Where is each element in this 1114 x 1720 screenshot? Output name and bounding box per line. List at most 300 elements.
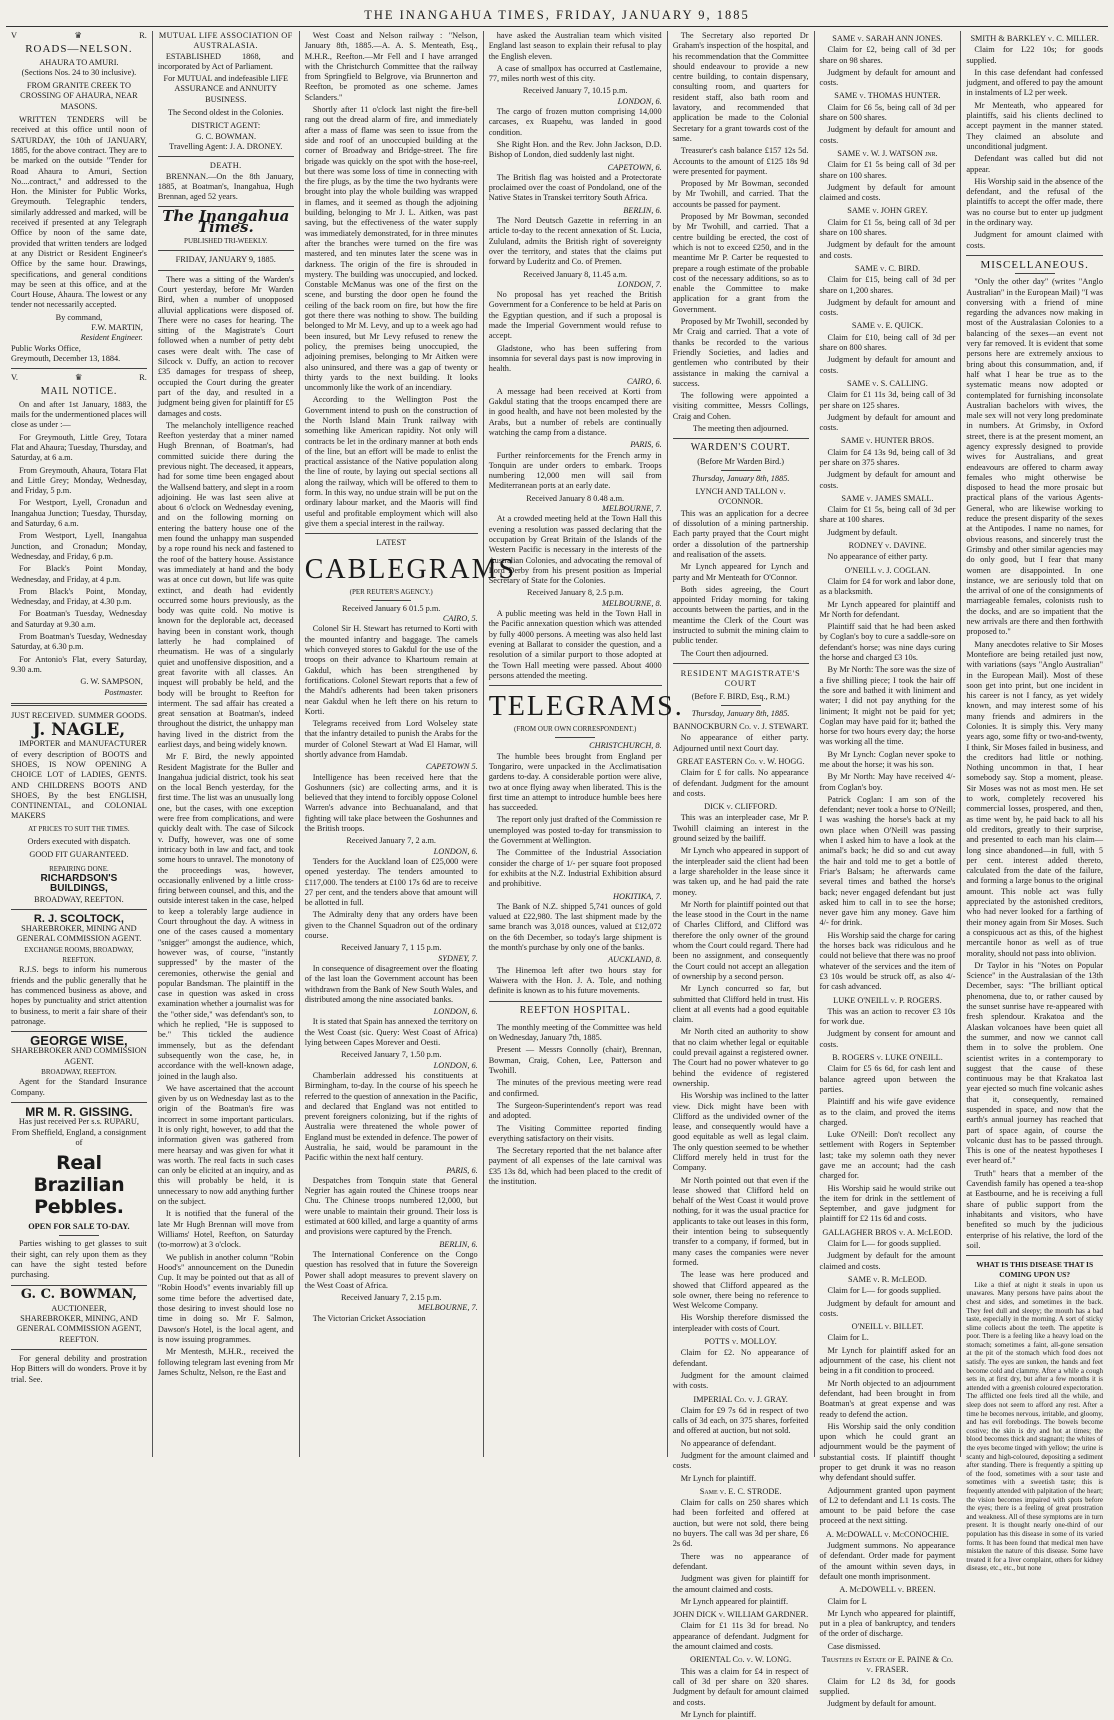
- published-label: PUBLISHED TRI-WEEKLY.: [184, 237, 268, 246]
- vr-line: [11, 31, 147, 41]
- misc-paragraph: Truth" hears that a member of the Cavendish family has opened a tea-shop at Eastbourne, and he is receiving a full share of public support from the inhabitants and visitors, who have benefited so much by the judicious enterprise of his relative, the lord of the soil.: [966, 1168, 1103, 1250]
- court-paragraph: Claim for £2. No appearance of defendant.: [672, 1348, 809, 1368]
- received-line: Received January 7, 2 a.m.: [346, 836, 436, 846]
- court-paragraph: Case dismissed.: [827, 1641, 881, 1651]
- court-paragraph: Judgment for the amount claimed and costs.: [672, 1451, 809, 1471]
- mla-for: For MUTUAL and indefeasible LIFE ASSURANCE and ANNUITY BUSINESS.: [163, 74, 289, 104]
- case-title: A. McDOWELL v. BREEN.: [839, 1585, 936, 1595]
- r-letter: R.: [139, 373, 147, 383]
- court-paragraph: Claim for £1 11s 3d for bread. No appearance of defendant. Judgment for the amount claimed and costs.: [672, 1621, 809, 1652]
- case-title: SAME v. JOHN GREY.: [847, 206, 928, 216]
- postmaster-title: Postmaster.: [104, 687, 143, 697]
- cable-paragraph: The Admiralty deny that any orders have been given to the Channel Squadron out of the ordinary course.: [304, 910, 478, 941]
- dateline: PARIS, 6.: [630, 440, 662, 450]
- dateline: LONDON, 6.: [433, 1007, 478, 1017]
- case-title: Same v. E. C. STRODE.: [699, 1486, 782, 1496]
- cablegrams-heading: CABLEGRAMS: [304, 553, 517, 585]
- exchange-rooms: EXCHANGE ROOMS, BROADWAY, REEFTON.: [24, 945, 134, 965]
- divider: [11, 909, 147, 910]
- gissing-name: MR M. R. GISSING.: [25, 1104, 133, 1119]
- cable-paragraph: It is stated that Spain has annexed the territory on the West Coast (sic. Query: West Coast of Africa) lying between Capes Morever and Oesti.: [304, 1017, 478, 1048]
- received-line: Received January 8, 2.5 p.m.: [527, 588, 624, 598]
- divider: [305, 533, 478, 534]
- paper-date: FRIDAY, JANUARY 9, 1885.: [175, 255, 276, 265]
- disease-paragraph: Like a thief at night it steals in upon us unawares. Many persons have pains about the chest and sides, and sometimes in the back. They feel dull and sleepy; the mouth has a bad taste, especially in the morning. A sort of sticky slime collects about the teeth. The appetite is poor. There is a feeling like a heavy load on the stomach; sometimes a faint, all-gone sensation at the pit of the stomach which food does not satisfy. The eyes are sunken, the hands and feet become cold and clammy. After a while a cough sets in, at first dry, but after a few months it is attended with a greenish coloured expectoration. The afflicted one feels tired all the while, and sleep does not seem to afford any rest. After a time he becomes nervous, irritable, and gloomy, and has evil forebodings. The bowels become costive; the skin is dry and hot at times; the blood becomes thick and stagnant; the whites of the eyes become tinged with yellow; the urine is scanty and high-coloured, depositing a sediment after standing. There is frequently a spitting up of the food, sometimes with a sour taste and sometimes with a sweetish taste; this is frequently attended with palpitation of the heart; the vision becomes impaired with spots before the eyes; there is a feeling of great prostration and weakness. All of these symptoms are in turn present. It is thought nearly one-third of our population has this disease in some of its varied forms. It has been found that medical men have mistaken the nature of this disease. Some have treated it for a liver complaint, others for kidney disease, etc., etc., but none: [966, 1280, 1103, 1573]
- court-paragraph: By Mr North: The sore was the size of a five shilling piece; I took the hair off the sore and bathed it with liniment and water; I did not pay anything for the liniment; It might not be paid for yet; Coglan may have paid for it; bathed the horse for two hours every day; the horse was working all the time.: [819, 665, 956, 747]
- court-paragraph: This was an interpleader case, Mr P. Twohill claiming an interest in the ground seized by the bailiff.: [672, 813, 809, 844]
- mla-title: MUTUAL LIFE ASSOCIATION OF AUSTRALASIA.: [158, 31, 293, 51]
- richardsons-buildings: RICHARDSON'S BUILDINGS,: [40, 872, 118, 895]
- case-title: SAME v. C. BIRD.: [854, 263, 921, 273]
- court-paragraph: Claim for £2, being call of 3d per share on 98 shares.: [819, 45, 956, 65]
- mail-paragraph: From Boatman's Tuesday, Wednesday Saturday, at 6.30 p.m.: [11, 632, 147, 652]
- court-paragraph: Judgment by default for amount and costs.: [819, 412, 956, 433]
- nagle-body: IMPORTER and MANUFACTURER of every description of BOOTS and SHOES, IS NOW OPENING A CHOICE LOT of LADIES, GENTS. AND CHILDRENS BOOTS AND SHOES, By the best ENGLISH, CONTINENTAL, and COLONIAL MAKERS: [11, 739, 147, 821]
- court-paragraph: Claim for £1 5s, being call of 3d per share on 100 shares.: [819, 217, 956, 238]
- article-paragraph: Shortly after 11 o'clock last night the fire-bell rang out the dread alarm of fire, and immediately after a mass of flame was seen to issue from the side and roof of an unoccupied building at the corner of Broadway and Bridge-street. The fire brigade was quickly on the spot with the hose-reel, but there was some loss of time in connecting with the fire plugs, as by the time the two hydrants were brought into play the whole building was wrapped in flames, and it seemed as though the adjoining building, belonging to Mr J. L. Aitken, was past saving, but the effectiveness of the water supply was immediately demonstrated, for in three minutes after the branches were turned on the fire was mastered, and ten minutes later the scene was in darkness. The origin of the fire is shrouded in mystery. The building was unoccupied, and locked. Constable McManus was one of the first on the scene, and bursting the door open he found the ceiling of the back room on fire, but how the fire got there there was nothing to show. The building belonged to Mr M. Levy, and up to a week ago had been insured, but Mr Levy refused to renew the policy, the premises being unoccupied, the adjoining premises, belonging to Mr Aitken were also uninsured, and there was a gap of twenty or thirty yards to the next building. It looks uncommonly like the work of an incendiary.: [304, 105, 478, 393]
- hospital-paragraph: The Surgeon-Superintendent's report was read and adopted.: [488, 1100, 662, 1121]
- court-paragraph: His Worship said the charge for caring the horses back was ridiculous and he could not believe that there was no proof whatever of the services and the item of £3 10s would be struck off, as also 4/- for cash advanced.: [819, 930, 956, 992]
- divider: [555, 737, 595, 738]
- court-paragraph: Claim for £1 11s 3d, being call of 3d per share on 125 shares.: [819, 390, 956, 410]
- cable-paragraph: A public meeting was held in the Town Hall in the Pacific annexation question which was attended by fully 4000 persons. A meeting was also held last evening at Ballarat to consider the question, and a resolution of a similar purport to those adopted at the Town Hall meeting were passed. About 4000 persons attended the meeting.: [488, 609, 662, 680]
- court-paragraph: Claim for L— for goods supplied.: [827, 1239, 941, 1249]
- court-date: Thursday, January 8th, 1885.: [691, 473, 790, 483]
- divider: [158, 250, 294, 251]
- sampson-signature: G. W. SAMPSON,: [80, 677, 143, 687]
- column-6: [815, 31, 962, 1709]
- column-3: [300, 31, 517, 1457]
- cable-paragraph: Telegrams received from Lord Wolseley state that the infantry detailed to punish the Arabs for the murder of Colonel Stewart at Wad El Hamar, will shortly advance from Hamdab.: [304, 719, 478, 759]
- court-paragraph: Judgment by default for amount.: [827, 1699, 937, 1709]
- mla-body: ESTABLISHED 1868, and incorporated by Act of Parliament.: [157, 51, 294, 71]
- article-paragraph: West Coast and Nelson railway : "Nelson, January 8th, 1885.—A. A. S. Menteath, Esq., M.H.R., Reefton.—Mr Fell and I have arranged with the Christchurch Committee that the railway from Springfield to Belgrove, via Brunnerton and Reefton, be promoted as one scheme. James Sclanders.": [304, 31, 478, 102]
- divider: [11, 703, 147, 706]
- divider: [966, 255, 1103, 256]
- court-paragraph: The lease was here produced and showed that Clifford appeared as the sole owner, there being no reference to West Welcome Company.: [672, 1270, 809, 1311]
- cable-paragraph: Gladstone, who has been suffering from insomnia for several days past is now improving in health.: [488, 343, 662, 374]
- court-paragraph: The Court then adjourned.: [680, 648, 769, 658]
- case-title: SAME v. W. J. WATSON jnr.: [837, 148, 938, 158]
- case-title: B. ROGERS v. LUKE O'NEILL.: [832, 1053, 943, 1063]
- before-bird: (Before F. BIRD, Esq., R.M.): [691, 691, 790, 701]
- case-title: ORIENTAL Co. v. W. LONG.: [689, 1655, 792, 1665]
- mail-notice-heading: MAIL NOTICE.: [40, 385, 118, 397]
- case-title: LUKE O'NEILL v. P. ROGERS.: [833, 995, 942, 1005]
- wise-agent: Agent for the Standard Insurance Company.: [11, 1077, 147, 1097]
- received-line: Received January 7, 10.15 p.m.: [522, 86, 628, 96]
- court-paragraph: Judgment by default for amount and costs.: [819, 125, 956, 145]
- court-paragraph: Judgment by default for amount and costs.: [819, 1298, 956, 1318]
- received-line: Received January 8 0.48 a.m.: [526, 493, 625, 503]
- court-paragraph: Judgment by consent for amount and costs.: [819, 1029, 956, 1049]
- court-paragraph: Claim for £1 5s being call of 3d per share on 100 shares.: [819, 160, 956, 180]
- column-2: [153, 31, 300, 1457]
- hospital-paragraph: Proposed by Mr Twohill, seconded by Mr Craig and carried. That a vote of thanks be recorded to the various Friendly Societies, and ladies and gentlemen who contributed by their assistance in making the carnival a success.: [672, 317, 809, 388]
- court-paragraph: Mr North objected to an adjournment defendant, had been brought in from Boatman's at great expense and was ready to defend the action.: [819, 1378, 956, 1419]
- travelling-agent: Travelling Agent: J. A. DRONEY.: [169, 141, 283, 151]
- case-title: IMPERIAL Co. v. J. GRAY.: [693, 1394, 788, 1404]
- case-title: POTTS v. MOLLOY.: [704, 1337, 777, 1347]
- ahaura-heading: AHAURA TO AMURI.: [39, 57, 119, 67]
- received-line: Received January 8, 11.45 a.m.: [523, 269, 628, 279]
- court-paragraph: Mr Menteath, who appeared for plaintiffs, said his clients declined to accept payment in the manner stated. They claimed an absolute and unconditional judgment.: [966, 100, 1103, 151]
- dateline: BERLIN, 6.: [623, 205, 662, 215]
- article-paragraph: There was a sitting of the Warden's Court yesterday, before Mr Warden Bird, when a number of unopposed alluvial applications were disposed of. There were no cases for hearing. The sitting of the Magistrate's Court followed when a number of petty debt cases were dealt with. The case of Silcock v. Duffy, an action to recover £35 damages for trespass of sheep, occupied the Court during the greater part of the day, and resulted in a judgment being given for plaintiff for £5 damages and costs.: [157, 274, 294, 418]
- column-1: [6, 31, 153, 1457]
- divider: [59, 1235, 99, 1236]
- article-paragraph: Mr Mentesth, M.H.R., received the following telegram last evening from Mr James Schultz, Nelson, re the East and: [157, 1347, 294, 1377]
- court-paragraph: His Worship was inclined to the latter view. Dick might have been with Clifford as the undivided owner of the lease, and consequently would have a good equitable as well as legal claim. The only question seemed to be whether Clifford merely held in trust for the Company.: [672, 1091, 809, 1173]
- case-title: O'NEILL v. BILLET.: [851, 1322, 924, 1332]
- case-title: SMITH & BARKLEY v. C. MILLER.: [970, 34, 1099, 43]
- hospital-paragraph: The minutes of the previous meeting were read and confirmed.: [488, 1078, 662, 1098]
- divider: [966, 1255, 1103, 1256]
- divider: [673, 438, 809, 439]
- death-heading: DEATH.: [209, 161, 242, 171]
- court-paragraph: Judgment for the amount claimed with costs.: [672, 1370, 809, 1391]
- received-line: Received January 7, 1 15 p.m.: [340, 943, 442, 953]
- court-paragraph: No appearance of either party. Adjourned until next Court day.: [672, 733, 809, 753]
- court-paragraph: His Worship said he would strike out the item for drink in the settlement of September, and gave judgment for plaintiff for £2 11s 6d and costs.: [819, 1183, 956, 1224]
- mail-paragraph: From Westport, Lyell, Inangahua Junction, and Cronadun; Monday, Wednesday, and Friday, 6 p.m.: [11, 531, 147, 561]
- scoltock-body: SHAREBROKER, MINING AND GENERAL COMMISSION AGENT.: [16, 924, 142, 944]
- court-paragraph: Claim for L.: [827, 1333, 869, 1343]
- auctioneer: AUCTIONEER,: [51, 1303, 107, 1313]
- mail-paragraph: For Boatman's Tuesday, Wednesday and Saturday at 9.30 a.m.: [11, 609, 147, 629]
- divider: [489, 1001, 662, 1002]
- court-paragraph: Claim for L22 10s; for goods supplied.: [966, 45, 1103, 65]
- hospital-paragraph: The following were appointed a visiting committee, Messrs Collings, Craig and Cohen.: [672, 391, 809, 421]
- case-title: Trustees in Estate of E. PAINE & Co. v. FRASER.: [821, 1655, 954, 1675]
- vr-line-2: [11, 373, 147, 383]
- court-paragraph: Plaintiff and his wife gave evidence as to the claim, and proved the items charged.: [819, 1097, 956, 1127]
- scoltock-name: R. J. SCOLTOCK,: [33, 912, 124, 925]
- dateline: SYDNEY, 7.: [438, 953, 478, 963]
- dateline: PARIS, 6.: [446, 1165, 478, 1175]
- vr-right: R.: [139, 31, 147, 40]
- wise-body: SHAREBROKER AND COMMISSION AGENT.: [11, 1046, 147, 1066]
- divider: [11, 1031, 147, 1032]
- court-paragraph: There was no appearance of defendant.: [672, 1551, 809, 1571]
- article-paragraph: The melancholy intelligence reached Reefton yesterday that a miner named Hugh Brennan, of Boatman's, had committed suicide there during the previous night. The deceased, it appears, had for some time been engaged about the Wallsend battery, and slept in a room adjoining. He was last seen alive at about 6 o'clock on Wednesday evening, and on the following morning on entering the battery house one of the men found the unhappy man suspended by a rope round his neck and fastened to the roof of the battery house. Assistance was immediately at hand and the body was at once cut down, but life was quite extinct, and death had evidently occurred some hours previously, as the body was quite cold. No motive is known for the deplorable act, deceased having been in constant work, though latterly he had complained of rheumatism. He was of a singularly quiet and unoffensive disposition, and a great favorite with all classes. An inquest will probably be held, and the body will be brought to Reefton for interment. The sad affair has created a great sensation at Boatman's, indeed throughout the district, the unhappy man having lived in the district from the earliest days, and being widely known.: [157, 420, 294, 749]
- dateline: LONDON, 6.: [433, 846, 478, 856]
- rm-court-heading: RESIDENT MAGISTRATE'S COURT: [680, 667, 801, 689]
- court-paragraph: Mr Lynch for plaintiff.: [680, 1709, 757, 1719]
- case-title: SAME v. THOMAS HUNTER.: [834, 91, 941, 101]
- dateline: MELBOURNE, 7.: [418, 1303, 478, 1313]
- pw-office: Public Works Office,: [11, 343, 81, 353]
- court-paragraph: By Mr North: May have received 4/- from Coglan's boy.: [819, 772, 956, 792]
- divider: [721, 470, 761, 471]
- tenders-body: WRITTEN TENDERS will be received at this office until noon of SATURDAY, the 10th of JANUARY, 1885, for the above contract. They are to be marked on the outside "Tender for Road Ahaura to Amuri, Section No....contract," and addressed to the Hon. the Minister for Public Works, Greymouth. Telegraphic tenders, similarly addressed and marked, will be received if presented at any Telegraph Office by noon of the same date, provided that written tenders are lodged at any District or Resident Engineer's Office by the same hour. Drawings, specifications, and general conditions may be seen at this office, and at the Court House, Ahaura. The lowest or any tender not necessarily accepted.: [11, 115, 147, 310]
- court-paragraph: Judgment by default for the amount claimed and costs.: [819, 1251, 956, 1271]
- court-paragraph: Judgment by default for the amount and costs.: [819, 240, 956, 260]
- per-reuter: (PER REUTER'S AGENCY.): [349, 587, 433, 596]
- court-paragraph: Both sides agreeing, the Court appointed Friday morning for taking accounts between the parties, and in the meantime the Clerk of the Court was instructed to submit the mining claim to public tender.: [672, 584, 809, 646]
- court-paragraph: Judgment was given for plaintiff for the amount claimed and costs.: [672, 1574, 809, 1594]
- divider: [158, 270, 294, 271]
- cable-paragraph: A message had been received at Korti from Gakdul stating that the troops encamped there are in good health, and have not been molested by the Arabs, but a number of rebels are continually watching the camp from a distance.: [488, 386, 662, 437]
- court-paragraph: Judgment by default for amount and costs.: [819, 297, 956, 318]
- from-own-correspondent: (FROM OUR OWN CORRESPONDENT.): [513, 725, 637, 734]
- divider: [371, 600, 411, 601]
- cable-paragraph: The British flag was hoisted and a Protectorate proclaimed over the coast of Pondoland, one of the Native States in Transkei territory South Africa.: [488, 172, 662, 203]
- court-paragraph: By Mr Lynch: Coglan never spoke to me about the horse; it was his son.: [819, 749, 956, 769]
- court-paragraph: Claim for £15, being call of 3d per share on 1,200 shares.: [819, 275, 956, 295]
- summer-goods: SUMMER GOODS.: [78, 710, 147, 720]
- mail-paragraph: For Greymouth, Little Grey, Totara Flat and Ahaura; Tuesday, Thursday, and Saturday, at 6 a.m.: [11, 432, 147, 463]
- received-line: Received January 7, 2.15 p.m.: [340, 1293, 442, 1303]
- case-title: O'NEILL v. J. COGLAN.: [844, 565, 931, 575]
- hospital-paragraph: Proposed by Mr Bowman, seconded by Mr Twohill, and carried. That the accounts be passed for payment.: [672, 179, 809, 209]
- hospital-paragraph: Proposed by Mr Bowman, seconded by Mr Twohill, and carried. That a centre building be erected, the cost of which is not to exceed £250, and in the meantime Mr P. Carter be requested to prepare a rough estimate of the probable cost of the necessary additions, so as to enable the Committee to make application for a grant from the Government.: [672, 212, 809, 314]
- telegrams-heading: TELEGRAMS.: [488, 691, 684, 723]
- dateline: CAIRO, 5.: [442, 614, 478, 624]
- dateline: LONDON, 7.: [617, 279, 662, 289]
- article-paragraph: We publish in another column "Robin Hood's" announcement on the Dunedin Cup. It may be pointed out that as all of "Robin Hood's" events invariably fill up some time before the advertised date, those desiring to invest should lose no time in doing so. Mr F. Salmon, Dawson's Hotel, is the local agent, and is now issuing programmes.: [157, 1252, 294, 1344]
- before-warden: (Before Mr Warden Bird.): [697, 456, 784, 466]
- broadway-reefton: BROADWAY, REEFTON.: [34, 894, 124, 904]
- court-paragraph: Adjournment granted upon payment of L2 to defendant and L1 1s costs. The amount to be paid before the case proceed at the next sitting.: [819, 1485, 956, 1526]
- cable-paragraph: Colonel Sir H. Stewart has returned to Korti with the mounted infantry and baggage. The camels which conveyed stores to Gakdul for the use of the troops on their advance to Khartoum remain at Gakdul, which has been strengthened by fortifications. Colonel Stewart reports that a few of the Mahdi's adherents had been taken prisoners near Gakdul when he left there on his return to Korti.: [304, 624, 478, 716]
- wardens-court-heading: WARDEN'S COURT.: [690, 442, 791, 454]
- court-paragraph: Judgment summons. No appearance of defendant. Order made for payment of the amount within seven days, in default one month imprisonment.: [819, 1541, 956, 1581]
- court-date: Thursday, January 8th, 1885.: [691, 708, 790, 718]
- miscellaneous-heading: MISCELLANEOUS.: [980, 258, 1089, 271]
- court-paragraph: His Worship said the only condition upon which he could grant an adjournment would be the payment of substantial costs. If plaintiff thought proper to get drunk it was no reason why defendant should suffer.: [819, 1421, 956, 1483]
- court-paragraph: Luke O'Neill: Don't recollect any settlement with Rogers in September last; take my solemn oath they never gave me an account; had the cash charged for.: [819, 1130, 956, 1181]
- reefton-label: REEFTON.: [59, 1334, 99, 1344]
- cable-paragraph: Tenders for the Auckland loan of £25,000 were opened yesterday. The tenders amounted to £117,000. The tenders at £100 17s 6d are to receive 27 per cent, and the tenders above that amount will be allotted in full.: [304, 856, 478, 908]
- court-paragraph: Patrick Coglan: I am son of the defendant; never took a horse to O'Neill; I was washing the horse's back at my own place when O'Neill was passing when I asked him to have a look at the animal's back; he did so and cut away the hair and told me to get a bottle of Friar's Balsam; he afterwards came several times and bathed the horse's back; never engaged defendant but just asked him to call in to see the horse; never gave him any money. Gave him 4/- for drink.: [819, 794, 956, 928]
- telegram-paragraph: The humble bees brought from England per Tongariro, were unpacked in the Acclimatisation gardens to-day. A considerable portion were alive, two at once flying away when liberated. This is the first time an attempt to introduce humble bees here has succeeded.: [488, 751, 662, 813]
- cable-paragraph: No proposal has yet reached the British Government for a Conference to be held at Paris on the Egyptian question, and if such a proposal is made the Imperial Government would refuse to accept.: [488, 290, 662, 341]
- article-paragraph: Mr F. Bird, the newly appointed Resident Magistrate for the Buller and Inangahua judicial district, took his seat on the local Bench yesterday, for the first time. The list was an unusually long one, but the cases, with one exception were free from complications, and were quickly dealt with. The case of Silcock v. Duffy, however, was one of some intricacy both in law and fact, and took some hours to unravel. The monotony of the proceedings was, however, occasionally enlivened by a little cross-firing between counsel, and this, and the outside interest taken in the case, helped to keep a tolerably large audience in Court throughout the day. A witness in one of the cases caused a momentary "snigger" amongst the audience, which, however was, of course, "instantly suppressed" by the master of the ceremonies, otherwise the genial and popular Bandsman. The plaintiff in the case in question was asked in cross examination whether a journalist was for the "other side," was defendant's son, to which he replied, "He is supposed to be." This tickled the audience immensely, but as the defendant subsequently won the case, he, in accordance with the well-known adage, joined in the laugh also.: [157, 752, 294, 1081]
- george-wise-name: GEORGE WISE,: [30, 1033, 128, 1049]
- court-paragraph: In this case defendant had confessed judgment, and offered to pay the amount in instalments of L2 per week.: [966, 67, 1103, 98]
- hospital-paragraph: The Secretary reported that the net balance after payment of all expenses of the late carnival was £35 13s 8d, which had been placed to the credit of the institution.: [488, 1146, 662, 1186]
- court-paragraph: Mr North pointed out that even if the lease showed that Clifford held on behalf of the West Coast it would prove nothing, for it was the usual practice for applicants to take out leases in this form, their intention being to subsequently transfer to a company, if formed, but in many cases the companies were never formed.: [672, 1175, 809, 1267]
- bowman-name: G. C. BOWMAN,: [20, 1286, 137, 1302]
- wise-broadway: BROADWAY, REEFTON.: [41, 1068, 117, 1077]
- case-title: SAME v. SARAH ANN JONES.: [832, 34, 943, 43]
- disease-heading: WHAT IS THIS DISEASE THAT IS COMING UPON US?: [976, 1260, 1094, 1280]
- district-agent-label: DISTRICT AGENT:: [191, 121, 261, 131]
- hospital-paragraph: Present — Messrs Connolly (chair), Brennan, Bowman, Craig, Cohen, Lee, Patterson and Twohill.: [488, 1045, 662, 1076]
- case-title: GALLAGHER BROS v. A. McLEOD.: [822, 1227, 953, 1237]
- court-paragraph: This was an application for a decree of dissolution of a mining partnership. Each party prayed that the Court might order a dissolution of the partnership and realisation of the assets.: [672, 508, 809, 559]
- cable-paragraph: Further reinforcements for the French army in Tonquin are under orders to embark. Troops numbering 12,000 men will sail from Mediterranean ports at an early date.: [488, 450, 662, 491]
- cable-paragraph: Despatches from Tonquin state that General Negrier has again routed the Chinese troops near Chu. The Chinese troops numbered 12,000, but were unable to maintain their ground. Their loss is estimated at 600 killed, and large a quantity of arms and provisions were captured by the French.: [304, 1175, 478, 1237]
- column-5: [668, 31, 815, 1719]
- case-title: SAME v. S. CALLING.: [847, 378, 928, 388]
- open-for-sale: OPEN FOR SALE TO-DAY.: [28, 1222, 130, 1232]
- court-paragraph: Claim for £5 6s 6d, for cash lent and balance agreed upon between the parties.: [819, 1064, 956, 1094]
- paper-name: The Inangahua Times.: [162, 207, 290, 236]
- cable-paragraph: The International Conference on the Congo question has resolved that in future the Sovereign Power shall adopt measures to prevent slavery on the West Coast of Africa.: [304, 1249, 478, 1290]
- hospital-paragraph: Treasurer's cash balance £157 12s 5d. Accounts to the amount of £125 18s 9d were presented for payment.: [672, 146, 809, 176]
- pebbles-heading: Real Brazilian Pebbles.: [33, 1152, 125, 1219]
- crown-icon: ♛: [74, 373, 83, 383]
- divider: [11, 1285, 147, 1286]
- mail-paragraph: For Black's Point Monday, Wednesday, and Friday, at 4 p.m.: [11, 564, 147, 584]
- dateline: CAIRO, 6.: [626, 376, 662, 386]
- case-title: RODNEY v. DAVINE.: [848, 541, 927, 551]
- court-paragraph: Defendant was called but did not appear.: [966, 154, 1103, 174]
- divider: [489, 685, 662, 686]
- cable-paragraph: The Nord Deutsch Gazette in referring in an article to-day to the recent annexation of St. Lucia, Zululand, admits the British right of sovereignty over the territory, and states that the claims put forward by Luderitz and Co. of Premen.: [488, 216, 662, 267]
- dateline: LONDON, 6.: [617, 96, 662, 106]
- debility-notice: For general debility and prostration Hop Bitters will do wonders. Prove it by trial. See.: [11, 1354, 147, 1384]
- telegram-paragraph: The report only just drafted of the Commission re unemployed was posted to-day for transmission to the Government at Wellington.: [488, 815, 662, 846]
- parties-text: Parties wishing to get glasses to suit their sight, can rely upon them as they can have the sight tested before purchasing.: [11, 1239, 147, 1280]
- court-paragraph: Mr North cited an authority to show that no claim whether legal or equitable could prevail against a registered owner. The Court had no power whatever to go behind the evidence of registered ownership.: [672, 1027, 809, 1088]
- just-received: JUST RECEIVED.: [11, 710, 75, 720]
- court-paragraph: Judgment by default for amount and costs.: [819, 470, 956, 490]
- misc-paragraph: Dr Taylor in his "Notes on Popular Science" in the Australasian of the 13th December, says: "The brilliant optical phenomena, due to, or rather caused by the sunset sunrise have re-appeared with fresh splendour. Krakatoa and the Alaskan volcanoes have been quiet all the summer, and now we cannot call them in to solve the problem. One scientist writes in a contemporary to suggest that the cause of these continuous may be that Krakatoa last year ejected so much fine volcanic ashes that it, consequently, remained suspended in space, and now that the earth's annual journey has reached that part of space again, of course the volcanic dust has to be passed through. This is one of the neatest hypotheses I ever heard of.": [966, 960, 1103, 1166]
- cable-paragraph: Intelligence has been received here that the Goshunners (sic) are collecting arms, and it is believed that they intend to forcibly oppose Colonel Warren's advance into Bechuanaland, and that fighting will take place between the Goshunnes and the British troops.: [304, 772, 478, 834]
- case-title: SAME v. R. McLEOD.: [848, 1274, 927, 1284]
- telegram-paragraph: The Committee of the Industrial Association consider the charge of 1/- per square foot proposed for exhibits at the N.Z. Industrial Exhibition absurd and prohibitive.: [488, 848, 662, 889]
- court-paragraph: Mr Lynch who appeared for plaintiff, put in a plea of bankruptcy, and tenders of the order of discharge.: [819, 1608, 956, 1639]
- gissing-body: Has just received Per s.s. RUPARU, From Sheffield, England, a consignment of: [11, 1117, 147, 1147]
- court-paragraph: Claim for £9 7s 6d in respect of two calls of 3d each, on 375 shares, forfeited and offered at auction, but not sold.: [672, 1405, 809, 1436]
- hospital-paragraph: The Visiting Committee reported finding everything satisfactory on their visits.: [488, 1123, 662, 1143]
- case-title: DICK v. CLIFFORD.: [704, 802, 778, 812]
- court-paragraph: This was an action to recover £3 10s for work due.: [819, 1006, 956, 1027]
- mail-paragraph: From Greymouth, Ahaura, Totara Flat and Little Grey; Monday, Wednesday, and Friday, 5 p.m.: [11, 465, 147, 496]
- cable-paragraph: A case of smallpox has occurred at Castlemaine, 77, miles north west of this city.: [488, 63, 662, 84]
- court-paragraph: Claim for £4 for work and labor done, as a blacksmith.: [819, 576, 956, 597]
- cable-paragraph: At a crowded meeting held at the Town Hall this evening a resolution was passed declaring that the occupation by Great Britain of the Islands of the Western Pacific is necessary in the interests of the Australian Colonies, and advocating the removal of Lord Derby from his present position as Imperial Secretary of State for the Colonies.: [488, 514, 662, 586]
- hospital-heading: REEFTON HOSPITAL.: [519, 1004, 631, 1016]
- dateline: CAPETOWN, 6.: [607, 162, 662, 172]
- sections-text: (Sections Nos. 24 to 30 inclusive).: [21, 67, 137, 77]
- divider: [721, 705, 761, 706]
- orders-executed: Orders executed with dispatch.: [27, 837, 131, 847]
- court-paragraph: This was a claim for £4 in respect of call of 3d per share on 320 shares. Judgment by default for amount claimed and costs.: [672, 1666, 809, 1707]
- cable-paragraph: The cargo of frozen mutton comprising 14,000 carcases, ex Ruapehu, was landed in good condition.: [488, 107, 662, 137]
- hospital-paragraph: The monthly meeting of the Committee was held on Wednesday, January 7th, 1885.: [488, 1022, 662, 1043]
- column-7: [961, 31, 1108, 1573]
- hospital-adjourned: The meeting then adjourned.: [692, 423, 789, 433]
- at-prices: AT PRICES TO SUIT THE TIMES.: [28, 824, 130, 833]
- divider: [11, 1349, 147, 1350]
- case-title: A. McDOWALL v. McCONOCHIE.: [825, 1529, 949, 1539]
- roads-heading: ROADS—NELSON.: [25, 43, 133, 56]
- case-title: GREAT EASTERN Co. v. W. HOGG.: [676, 757, 805, 766]
- telegram-paragraph: The Hinemoa left after two hours stay for Waiwera with the Hon. J. A. Tole, and nothing definite is known as to his future movements.: [488, 965, 662, 996]
- running-header: THE INANGAHUA TIMES, FRIDAY, JANUARY 9, 1885: [6, 4, 1108, 27]
- court-paragraph: His Worship said in the absence of the defendant, and the refusal of the plaintiffs to accept the offer made, there was no course but to enter up judgment in the ordinary way.: [966, 176, 1103, 228]
- court-paragraph: Claim for L2 8s 3d, for goods supplied.: [819, 1676, 956, 1696]
- district-agent-name: G. C. BOWMAN.: [195, 131, 257, 141]
- death-notice: BRENNAN.—On the 8th January, 1885, at Boatman's, Inangahua, Hugh Brennan, aged 52 years.: [157, 171, 294, 202]
- court-paragraph: Judgment by default for amount claimed and costs.: [819, 182, 956, 203]
- mail-paragraph: For Westport, Lyell, Cronadun and Inangahua Junction; Tuesday, Thursday, and Saturday, 6 a.m.: [11, 498, 147, 529]
- misc-paragraph: "Only the other day" (writes "Anglo Australian" in the European Mail) "I was conversing with a friend of mine regarding the advances now making in most of the Australasian Colonies to a balancing of the sexes—an event not very far removed. It is evident that some persons here are extremely anxious to bring about this consummation, and, if half what I hear be true as to the systematic means now adopted or contemplated for furnishing inconsolate Australian bachelors with wives, the male sex will not very long predominate in numbers. At Grimsby, in Oxford street, there is at the present moment, an agency expressly designed to provide wives for Australians, and great endeavours are offered to charm away females who might otherwise be disposed to head the more prosaic but practical plans of the various Agents-General, who are likewise working to reduce the present disparity of the sexes at the Antipodes. I name no names, for obvious reasons, and sincerely trust the Grimsby and other similar agencies may do only good, but I fear that many women are disappointed. In one instance, we are seriously told that on the arrival of one of the consignments of marriageable females, colonists rush to the docks, and are so impatient that the new arrivals are there and then forthwith proposed to.": [966, 277, 1103, 637]
- court-paragraph: Judgment by default for amount and costs.: [819, 67, 956, 88]
- received-line: Received January 7, 1.50 p.m.: [340, 1050, 442, 1060]
- dateline: AUCKLAND, 8.: [607, 955, 662, 965]
- case-title: LYNCH AND TALLON v. O'CONNOR.: [695, 487, 786, 507]
- resident-engineer: Resident Engineer.: [80, 333, 143, 343]
- court-paragraph: His Worship therefore dismissed the interpleader with costs of Court.: [672, 1313, 809, 1333]
- court-paragraph: Mr Lynch who appeared in support of the interpleader said the client had been a large shareholder in the lease since it was taken up, and he had paid the rate money.: [672, 846, 809, 897]
- nagle-name: J. NAGLE,: [32, 720, 126, 741]
- case-title: JOHN DICK v. WILLIAM GARDNER.: [673, 1610, 809, 1620]
- court-paragraph: Claim for calls on 250 shares which had been forfeited and offered at auction, but were not sold, there being no buyers. The call was 3d per share, £6 2s 6d.: [672, 1498, 809, 1549]
- hospital-paragraph: The Secretary also reported Dr Graham's inspection of the hospital, and his recommendation that the Committee should endeavour to provide a new centre building, to contain dispensary, consulting room, and quarters for resident staff, also bath room and lavatory, and recommended that application be made to the Colonial Secretary for a grant towards cost of the same.: [672, 31, 809, 143]
- court-paragraph: Mr Lynch appeared for Lynch and party and Mr Menteath for O'Connor.: [672, 562, 809, 582]
- court-paragraph: Mr Lynch for plaintiff.: [680, 1473, 757, 1483]
- court-paragraph: No appearance of defendant.: [680, 1438, 777, 1448]
- bowman-body: SHAREBROKER, MINING, AND GENERAL COMMISSION AGENT,: [16, 1314, 142, 1334]
- court-paragraph: Claim for £6 5s, being call of 3d per share on 500 shares.: [819, 102, 956, 123]
- court-paragraph: Mr Lynch appeared for plaintiff.: [680, 1596, 789, 1606]
- received-line: Received January 6 01.5 p.m.: [341, 603, 441, 613]
- cable-paragraph: The Victorian Cricket Association: [312, 1313, 426, 1323]
- dateline: CHRISTCHURCH, 8.: [589, 741, 662, 751]
- dateline: BERLIN, 6.: [439, 1239, 478, 1249]
- telegram-paragraph: The Bank of N.Z. shipped 5,741 ounces of gold valued at £22,980. The last shipment made by the same branch was 3,018 ounces, valued at £12,072 on the 6th December, so today's large shipment is the month's purchase by only one of the banks.: [488, 901, 662, 953]
- vr-left: V: [11, 31, 17, 40]
- misc-paragraph: Many anecdotes relative to Sir Moses Montefiore are being retailed just now, with variations (says "Anglo Australian" in the European Mail). Most of these soon get into print, but one incident in his career is not I fancy, as yet widely known, and may interest some of his many friends and admirers in the Colonies. It is simply this. Very many years ago, some fifty or two-and-twenty, I think, Sir Moses failed in business, and the creditors had little or nothing. Nothing uncommon in that, I hear somebody say. Stop a moment, please. Sir Moses was not as most men. He set to work, completely recovered his commercial losses, prospered, and then, as time went by, he paid back to all his old creditors, greatly to their surprise, and presented to each man his claim—long since abandoned—in full, with 5 per cent. interest added thereto, calculated from the date of the failure, and forming a large bonus to the original amount. This noble act was fully appreciated by the astonished creditors, who had never looked for a farthing of their money again from Sir Moses. Such a conspicuous act as this, of the highest mercantile honor as well as of true morality, should not pass into oblivion.: [966, 639, 1103, 958]
- court-paragraph: Claim for L: [827, 1596, 867, 1606]
- martin-signature: F.W. MARTIN,: [91, 323, 143, 333]
- case-title: SAME v. HUNTER BROS.: [840, 436, 934, 446]
- v-letter: V.: [11, 373, 18, 383]
- court-paragraph: Mr Lynch for plaintiff asked for an adjournment of the case, his client not being in a fit condition to proceed.: [819, 1345, 956, 1376]
- mail-paragraph: For Antonio's Flat, every Saturday, 9.30 a.m.: [11, 654, 147, 674]
- court-paragraph: Mr Lynch concurred so far, but submitted that Clifford held in trust. His client at all events had a good equitable claim.: [672, 984, 809, 1025]
- court-paragraph: Claim for £1 5s, being call of 3d per share at 100 shares.: [819, 505, 956, 525]
- divider: [11, 368, 147, 369]
- greymouth-date: Greymouth, December 13, 1884.: [11, 353, 121, 363]
- cable-paragraph: She Right Hon. and the Rev. John Jackson, D.D. Bishop of London, died suddenly last night.: [488, 139, 662, 160]
- latest-label: LATEST: [376, 538, 407, 548]
- from-granite: FROM GRANITE CREEK TO CROSSING OF AHAURA, NEAR MASONS.: [20, 81, 138, 111]
- mla-oldest: The Second oldest in the Colonies.: [167, 108, 284, 118]
- dateline: HOKITIKA, 7.: [613, 891, 662, 901]
- case-title: SAME v. JAMES SMALL.: [841, 493, 934, 503]
- dateline: MELBOURNE, 8.: [602, 598, 662, 608]
- cable-paragraph: have asked the Australian team which visited England last season to explain their refusal to play the English eleven.: [488, 31, 662, 61]
- divider: [1015, 273, 1055, 274]
- article-paragraph: We have ascertained that the account given by us on Wednesday last as to the origin of the Boatman's fire was incorrect in some important particulars. It is only right, however, to add that the information given was gathered from mere hearsay and was given for what it was worth. The real facts in such cases can only be elicited at an inquiry, and as this will probably be held, it is unnecessary to now add anything further on the subject.: [157, 1083, 294, 1207]
- court-paragraph: Judgment by default.: [827, 527, 898, 537]
- case-title: SAME v. E. QUICK.: [851, 321, 924, 331]
- cable-paragraph: Chamberlain addressed his constituents at Birmingham, to-day. In the course of his speech he referred to the question of annexation in the Pacific, and declared that England was not entitled to prevent foreigners colonizing, but if the rights of Australia were threatened the whole power of England must be extended in defence. The power of Australia, he said, would be paramount in the Pacific within the next half century.: [304, 1070, 478, 1163]
- divider: [11, 1102, 147, 1103]
- court-paragraph: Claim for £10, being call of 3d per share on 800 shares.: [819, 332, 956, 353]
- court-paragraph: Claim for £4 13s 9d, being call of 3d per share on 375 shares.: [819, 447, 956, 467]
- court-paragraph: Judgment for amount claimed with costs.: [966, 230, 1103, 250]
- good-fit: GOOD FIT GUARANTEED.: [29, 850, 129, 860]
- repairing: REPAIRING DONE.: [49, 864, 109, 873]
- crown-icon: ♛: [74, 31, 82, 40]
- court-paragraph: Plaintiff said that he had been asked by Coglan's boy to cure a saddle-sore on defendant's horse; was nine days curing the horse and charged £3 10s.: [819, 622, 956, 663]
- court-paragraph: Claim for L— for goods supplied.: [827, 1286, 941, 1296]
- column-4: [484, 31, 684, 1457]
- cable-paragraph: In consequence of disagreement over the floating of the last loan the Government account has been withdrawn from the Bank of New South Wales, and distributed among the nine associated banks.: [304, 963, 478, 1004]
- court-paragraph: Judgment by default for amount and costs.: [819, 355, 956, 375]
- case-title: BANNOCKBURN Co. v. J. STEWART.: [672, 722, 809, 732]
- court-paragraph: Mr Lynch appeared for plaintiff and Mr North for defendant.: [819, 599, 956, 619]
- court-paragraph: Claim for £ for calls. No appearance of defendant. Judgment for the amount and costs.: [672, 768, 809, 798]
- dateline: MELBOURNE, 7.: [602, 504, 662, 514]
